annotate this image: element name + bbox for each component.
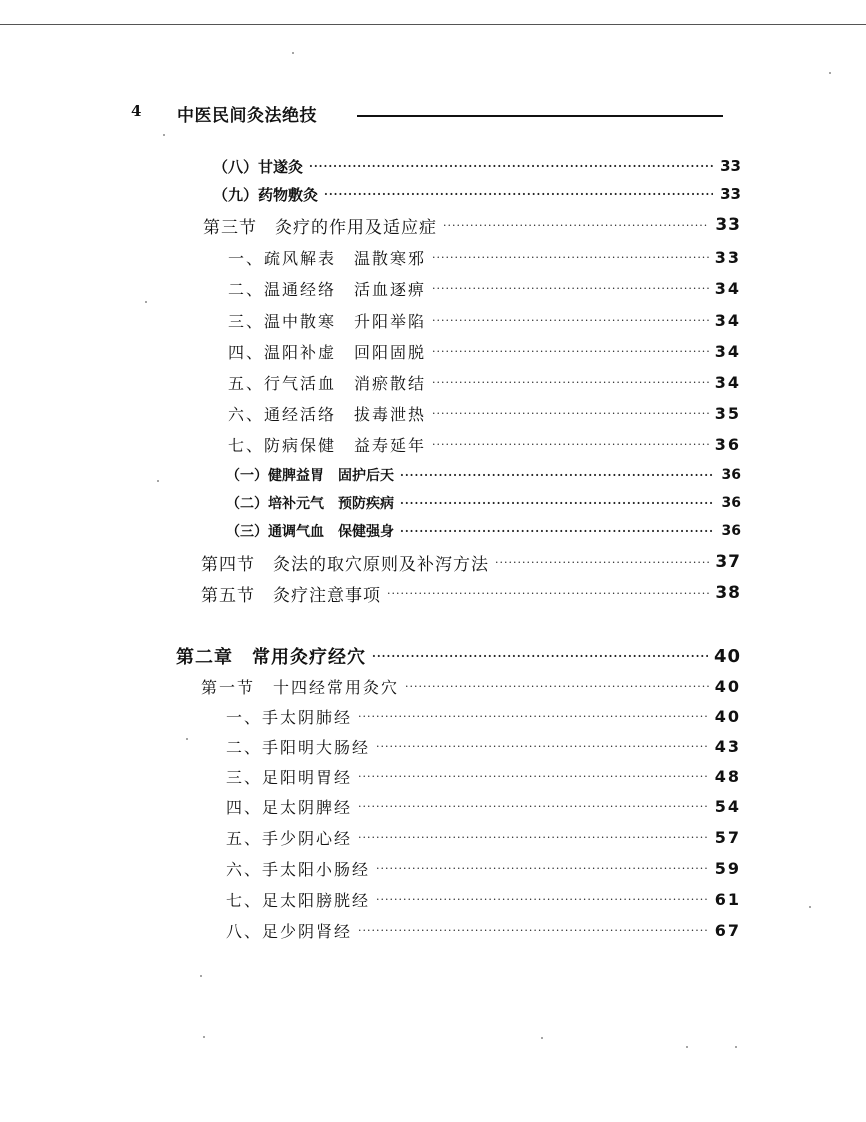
toc-entry bbox=[226, 917, 741, 943]
toc-entry-page: 34 bbox=[714, 372, 741, 392]
toc-entry bbox=[226, 490, 741, 516]
toc-entry-page: 34 bbox=[714, 310, 741, 330]
leader-dots bbox=[432, 346, 709, 357]
leader-dots bbox=[358, 832, 709, 843]
toc-entry bbox=[228, 369, 741, 395]
toc-entry-page: 33 bbox=[720, 185, 741, 203]
toc-entry-label: 一、手太阴肺经 bbox=[226, 707, 353, 727]
leader-dots bbox=[432, 252, 709, 263]
leader-dots bbox=[405, 681, 709, 692]
toc-entry bbox=[226, 855, 741, 881]
scan-speck bbox=[686, 1046, 688, 1048]
toc-entry bbox=[226, 824, 741, 850]
toc-entry bbox=[228, 275, 741, 301]
toc-entry-page: 33 bbox=[720, 157, 741, 175]
toc-entry bbox=[226, 518, 741, 544]
toc-entry-page: 48 bbox=[714, 766, 741, 786]
leader-dots bbox=[372, 651, 708, 662]
toc-entry-label: （一）健脾益胃 固护后天 bbox=[226, 468, 394, 484]
leader-dots bbox=[400, 526, 713, 537]
leader-dots bbox=[358, 801, 709, 812]
leader-dots bbox=[432, 377, 709, 388]
scan-speck bbox=[200, 975, 202, 977]
toc-entry bbox=[226, 793, 741, 819]
toc-entry bbox=[226, 763, 741, 789]
toc-entry bbox=[213, 153, 741, 179]
toc-entry-page: 34 bbox=[714, 278, 741, 298]
scan-speck bbox=[186, 738, 188, 740]
toc-entry-page: 61 bbox=[714, 889, 741, 909]
leader-dots bbox=[432, 439, 709, 450]
toc-entry-page: 34 bbox=[714, 341, 741, 361]
toc-entry-label: 六、手太阳小肠经 bbox=[226, 859, 371, 879]
toc-entry bbox=[228, 400, 741, 426]
leader-dots bbox=[358, 711, 709, 722]
top-rule bbox=[0, 24, 866, 25]
toc-entry bbox=[201, 549, 741, 575]
toc-entry-label: 五、手少阴心经 bbox=[226, 828, 353, 848]
header-rule bbox=[357, 115, 723, 117]
toc-entry-label: （三）通调气血 保健强身 bbox=[226, 524, 394, 540]
leader-dots bbox=[376, 863, 709, 874]
leader-dots bbox=[432, 408, 709, 419]
toc-entry-page: 57 bbox=[714, 827, 741, 847]
toc-entry bbox=[203, 212, 741, 238]
toc-entry-page: 38 bbox=[715, 583, 741, 603]
toc-entry-page: 33 bbox=[715, 215, 741, 235]
toc-entry-label: 第三节 灸疗的作用及适应症 bbox=[203, 217, 437, 238]
leader-dots bbox=[432, 315, 709, 326]
toc-entry bbox=[226, 703, 741, 729]
toc-entry-page: 40 bbox=[714, 676, 741, 696]
toc-entry-page: 36 bbox=[721, 467, 741, 483]
leader-dots bbox=[358, 771, 709, 782]
toc-entry-page: 36 bbox=[721, 523, 741, 539]
scan-speck bbox=[735, 1046, 737, 1048]
leader-dots bbox=[443, 220, 709, 231]
toc-entry-label: 三、足阳明胃经 bbox=[226, 767, 353, 787]
toc-entry bbox=[228, 338, 741, 364]
leader-dots bbox=[400, 470, 713, 481]
scan-speck bbox=[541, 1037, 543, 1039]
scan-speck bbox=[203, 1036, 205, 1038]
toc-entry-label: 四、温阳补虚 回阳固脱 bbox=[228, 342, 427, 362]
leader-dots bbox=[400, 498, 713, 509]
scan-speck bbox=[145, 301, 147, 303]
toc-entry-label: 第四节 灸法的取穴原则及补泻方法 bbox=[201, 554, 489, 575]
toc-entry-label: 第二章 常用灸疗经穴 bbox=[176, 647, 366, 668]
toc-entry-page: 36 bbox=[721, 495, 741, 511]
toc-entry-label: 二、温通经络 活血逐痹 bbox=[228, 279, 427, 299]
toc-entry bbox=[228, 244, 741, 270]
toc-entry bbox=[226, 462, 741, 488]
toc-entry-label: 七、防病保健 益寿延年 bbox=[228, 435, 427, 455]
scan-speck bbox=[163, 134, 165, 136]
toc-entry bbox=[213, 181, 741, 207]
toc-entry bbox=[228, 307, 741, 333]
leader-dots bbox=[432, 283, 709, 294]
toc-entry-label: 五、行气活血 消瘀散结 bbox=[228, 373, 427, 393]
book-title: 中医民间灸法绝技 bbox=[177, 106, 317, 126]
toc-entry-label: （八）甘遂灸 bbox=[213, 157, 304, 176]
scan-speck bbox=[157, 480, 159, 482]
leader-dots bbox=[495, 557, 709, 568]
toc-entry-page: 40 bbox=[713, 645, 741, 667]
toc-entry-page: 40 bbox=[714, 706, 741, 726]
toc-entry bbox=[176, 643, 741, 669]
toc-entry-label: 一、疏风解表 温散寒邪 bbox=[228, 248, 427, 268]
leader-dots bbox=[358, 925, 709, 936]
toc-entry-label: 四、足太阴脾经 bbox=[226, 797, 353, 817]
leader-dots bbox=[376, 894, 709, 905]
scan-speck bbox=[292, 52, 294, 54]
toc-entry bbox=[201, 580, 741, 606]
page-header bbox=[0, 98, 866, 128]
toc-entry-label: （九）药物敷灸 bbox=[213, 185, 319, 204]
toc-entry bbox=[201, 673, 741, 699]
toc-entry-label: 第五节 灸疗注意事项 bbox=[201, 585, 381, 606]
toc-entry bbox=[228, 431, 741, 457]
scan-speck bbox=[829, 72, 831, 74]
toc-entry bbox=[226, 733, 741, 759]
leader-dots bbox=[376, 741, 709, 752]
toc-entry-label: （二）培补元气 预防疾病 bbox=[226, 496, 394, 512]
toc-entry-page: 54 bbox=[714, 796, 741, 816]
toc-entry-page: 43 bbox=[714, 736, 741, 756]
leader-dots bbox=[324, 189, 713, 200]
leader-dots bbox=[387, 588, 709, 599]
scan-speck bbox=[809, 906, 811, 908]
toc-entry-page: 36 bbox=[714, 434, 741, 454]
leader-dots bbox=[309, 161, 713, 172]
toc-entry-label: 第一节 十四经常用灸穴 bbox=[201, 677, 400, 697]
toc-entry-label: 七、足太阳膀胱经 bbox=[226, 890, 371, 910]
toc-entry-page: 33 bbox=[714, 247, 741, 267]
toc-entry-page: 67 bbox=[714, 920, 741, 940]
toc-entry-label: 三、温中散寒 升阳举陷 bbox=[228, 311, 427, 331]
toc-entry-label: 二、手阳明大肠经 bbox=[226, 737, 371, 757]
page-number: 4 bbox=[131, 102, 142, 120]
toc-entry-page: 59 bbox=[714, 858, 741, 878]
toc-entry-label: 八、足少阴肾经 bbox=[226, 921, 353, 941]
toc-entry bbox=[226, 886, 741, 912]
toc-entry-page: 37 bbox=[715, 552, 741, 572]
toc-entry-page: 35 bbox=[714, 403, 741, 423]
toc-entry-label: 六、通经活络 拔毒泄热 bbox=[228, 404, 427, 424]
